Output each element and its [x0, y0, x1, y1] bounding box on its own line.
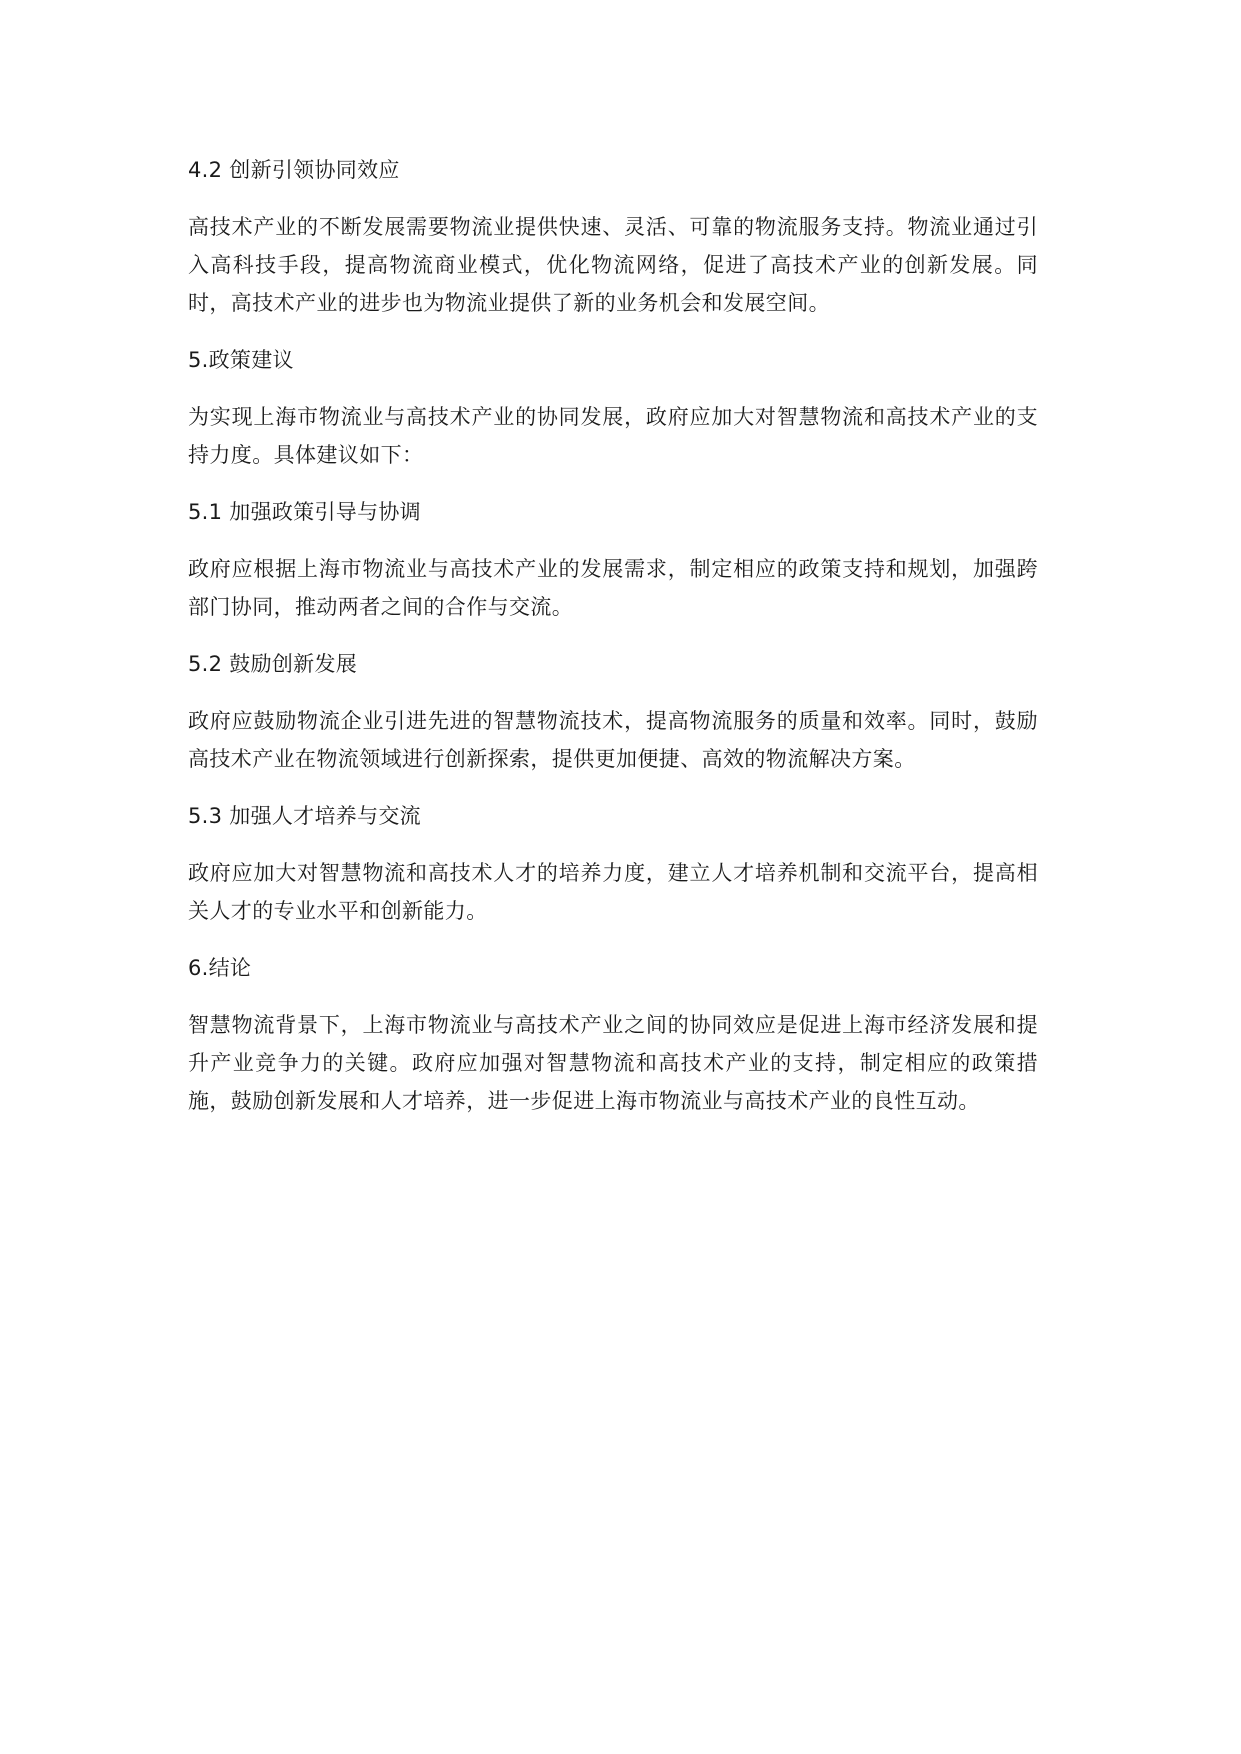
section-heading-5-3: 5.3 加强人才培养与交流	[188, 804, 421, 828]
section-heading-6: 6.结论	[188, 956, 252, 980]
section-heading-5-1: 5.1 加强政策引导与协调	[188, 500, 421, 524]
paragraph-5-1: 政府应根据上海市物流业与高技术产业的发展需求，制定相应的政策支持和规划，加强跨部门协同，推动两者之间的合作与交流。	[188, 557, 1038, 619]
paragraph-5-2: 政府应鼓励物流企业引进先进的智慧物流技术，提高物流服务的质量和效率。同时，鼓励高技术产业在物流领域进行创新探索，提供更加便捷、高效的物流解决方案。	[188, 709, 1038, 771]
paragraph-6: 智慧物流背景下，上海市物流业与高技术产业之间的协同效应是促进上海市经济发展和提升产业竞争力的关键。政府应加强对智慧物流和高技术产业的支持，制定相应的政策措施，鼓励创新发展和人才培养，进一步促进上海市物流业与高技术产业的良性互动。	[188, 1013, 1038, 1113]
paragraph-5: 为实现上海市物流业与高技术产业的协同发展，政府应加大对智慧物流和高技术产业的支持力度。具体建议如下：	[188, 405, 1038, 467]
section-heading-5-2: 5.2 鼓励创新发展	[188, 652, 358, 676]
document-body	[188, 152, 1038, 1140]
section-heading-4-2: 4.2 创新引领协同效应	[188, 158, 400, 182]
paragraph-4-2: 高技术产业的不断发展需要物流业提供快速、灵活、可靠的物流服务支持。物流业通过引入高科技手段，提高物流商业模式，优化物流网络，促进了高技术产业的创新发展。同时，高技术产业的进步也为物流业提供了新的业务机会和发展空间。	[188, 215, 1038, 315]
paragraph-5-3: 政府应加大对智慧物流和高技术人才的培养力度，建立人才培养机制和交流平台，提高相关人才的专业水平和创新能力。	[188, 861, 1038, 923]
section-heading-5: 5.政策建议	[188, 348, 294, 372]
